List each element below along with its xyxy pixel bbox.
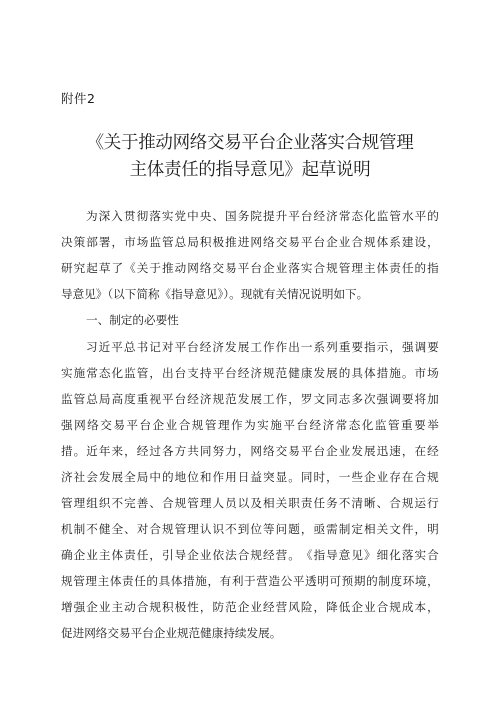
document-title-line-1: 《关于推动网络交易平台企业落实合规管理 [86,133,414,153]
intro-line: 决 策 部 署 ， 市 场 监 管 总 局 积 极 推 进 网 络 交 易 平 台 企 业 合 规 体 系 建 设 ， [61,235,439,249]
section1-line: 济 社 会 发 展 全 局 中 的 地 位 和 作 用 日 益 突 显 。 同 时 ， 一 些 企 业 存 在 合 规 [61,470,439,484]
section1-line: 监 管 总 局 高 度 重 视 平 台 经 济 规 范 发 展 工 作 ， 罗 文 同 志 多 次 强 调 要 将 加 [61,392,439,406]
section1-line: 规 管 理 主 体 责 任 的 具 体 措 施 ， 有 利 于 营 造 公 平 透 明 可 预 期 的 制 度 环 境 ， [61,574,439,588]
intro-line: 为 深 入 贯 彻 落 实 党 中 央 、 国 务 院 提 升 平 台 经 济 常 态 化 监 管 水 平 的 [86,209,439,223]
section1-line: 促进网络交易平台企业规范健康持续发展。 [61,626,282,640]
section1-line: 机 制 不 健 全 、 对 合 规 管 理 认 识 不 到 位 等 问 题 ， 亟 需 制 定 相 关 文 件 ， 明 [61,522,439,536]
section-heading: 一、制定的必要性 [86,313,179,327]
section1-line: 确 企 业 主 体 责 任 ， 引 导 企 业 依 法 合 规 经 营 。 《 指 导 意 见 》 细 化 落 实 合 [61,548,439,562]
section1-line: 增 强 企 业 主 动 合 规 积 极 性 ， 防 范 企 业 经 营 风 险 ， 降 低 企 业 合 规 成 本 ， [61,600,439,614]
section1-line: 习 近 平 总 书 记 对 平 台 经 济 发 展 工 作 作 出 一 系 列 重 要 指 示 ， 强 调 要 [86,340,439,354]
section1-line: 管 理 组 织 不 完 善 、 合 规 管 理 人 员 以 及 相 关 职 责 任 务 不 清 晰 、 合 规 运 行 [61,496,439,510]
section1-line: 强 网 络 交 易 平 台 企 业 合 规 管 理 作 为 实 施 平 台 经 济 常 态 化 监 管 重 要 举 [61,418,439,432]
section1-line: 措 。 近 年 来 ， 经 过 各 方 共 同 努 力 ， 网 络 交 易 平 台 企 业 发 展 迅 速 ， 在 经 [61,444,439,458]
document-title-line-2: 主体责任的指导意见》起草说明 [129,160,371,180]
attachment-label: 附件2 [61,91,96,106]
section1-line: 实 施 常 态 化 监 管 ， 出 台 支 持 平 台 经 济 规 范 健 康 发 展 的 具 体 措 施 。 市 场 [61,366,439,380]
intro-line: 导意见》（以下简称《指导意见》）。现就有关情况说明如下。 [61,287,369,301]
intro-line: 研 究 起 草 了 《 关 于 推 动 网 络 交 易 平 台 企 业 落 实 合 规 管 理 主 体 责 任 的 指 [61,261,439,275]
